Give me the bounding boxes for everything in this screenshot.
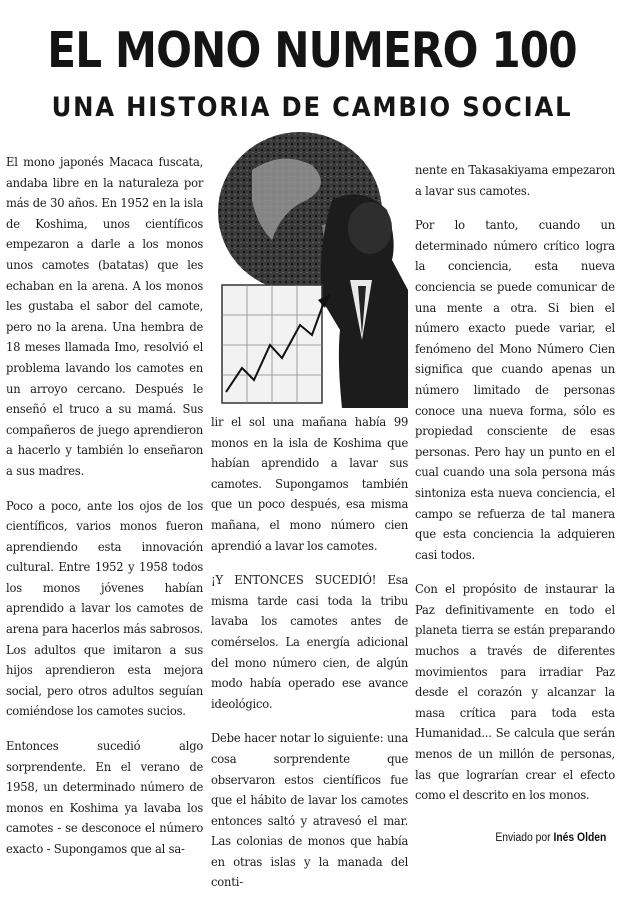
paragraph: lir el sol una mañana había 99 monos en la isla de Koshima que habían aprendido a lavar sus camotes. Supongamos también que un poco después, esa misma mañana, el mono número cien aprendió a lavar los camotes. [211,414,409,553]
credit-author: Inés Olden [553,832,606,844]
paragraph: nente en Takasakiyama empezaron a lavar sus camotes. [415,162,615,198]
paragraph: Entonces sucedió algo sorprendente. En el verano de 1958, un determinado número de monos en Koshima ya lavaba los camotes - se desconoce el número exacto - Supongamos que al sa- [6,738,204,856]
paragraph: Con el propósito de instaurar la Paz definitivamente en todo el planeta tierra se están preparando muchos a través de diferentes movimientos para irradiar Paz desde el corazón y alcanzar la masa crítica para toda esta Humanidad... Se calcula que serán menos de un millón de personas, las que lograrían crear el efecto como el descrito en los monos. [415,581,615,803]
globe-ape-chart-illustration-icon [212,130,408,408]
paragraph: Debe hacer notar lo siguiente: una cosa sorprendente que observaron estos científicos fue que el hábito de lavar los camotes entonces saltó y atravesó el mar. Las colonias de monos que había en otras islas y la manada del conti- [211,730,409,890]
paragraph: Por lo tanto, cuando un determinado número crítico logra la conciencia, esta nueva conciencia se puede comunicar de una mente a otra. Si bien el número exacto puede variar, el fenómeno del Mono Número Cien significa que cuando apenas un número limitado de personas conoce una nueva forma, sólo es propiedad consciente de esas personas. Pero hay un punto en el cual cuando una sola persona más sintoniza esta nueva conciencia, el campo se refuerza de tal manera que esta conciencia la adquieren casi todos. [415,217,615,562]
credit-prefix: Enviado por [494,832,554,844]
paragraph: Poco a poco, ante los ojos de los científicos, varios monos fueron aprendiendo esta innovación cultural. Entre 1952 y 1958 todos los monos jóvenes habían aprendido a lavar los camotes de arena para hacerlos más sabrosos. Los adultos que imitaron a sus hijos aprendieron esta mejora social, pero otros adultos seguían comiéndose los camotes sucios. [6,497,204,719]
paragraph: El mono japonés Macaca fuscata, andaba libre en la naturaleza por más de 30 años. En 1952 en la isla de Koshima, unos científicos empezaron a darle a los monos unos camotes (batatas) que les echaban en la arena. A los monos les gustaba el sabor del camote, pero no la arena. Una hembra de 18 meses llamada Imo, resolvió el problema lavando los camotes en un arroyo cercano. Después le enseñó el truco a su mamá. Sus compañeros de juego aprendieron a hacerlo y también lo enseñaron a sus madres. [6,154,204,478]
paragraph: ¡Y ENTONCES SUCEDIÓ! Esa misma tarde casi toda la tribu lavaba los camotes antes de comérselos. La energía adicional del mono número cien, de algún modo había operado ese avance ideológico. [211,572,409,711]
author-credit [495,832,606,844]
article-column-2 [211,412,408,907]
page-title: EL MONO NUMERO 100 [47,22,577,79]
article-column-3 [415,160,615,820]
article-column-1 [6,152,203,874]
page-subtitle: UNA HISTORIA DE CAMBIO SOCIAL [51,92,573,123]
